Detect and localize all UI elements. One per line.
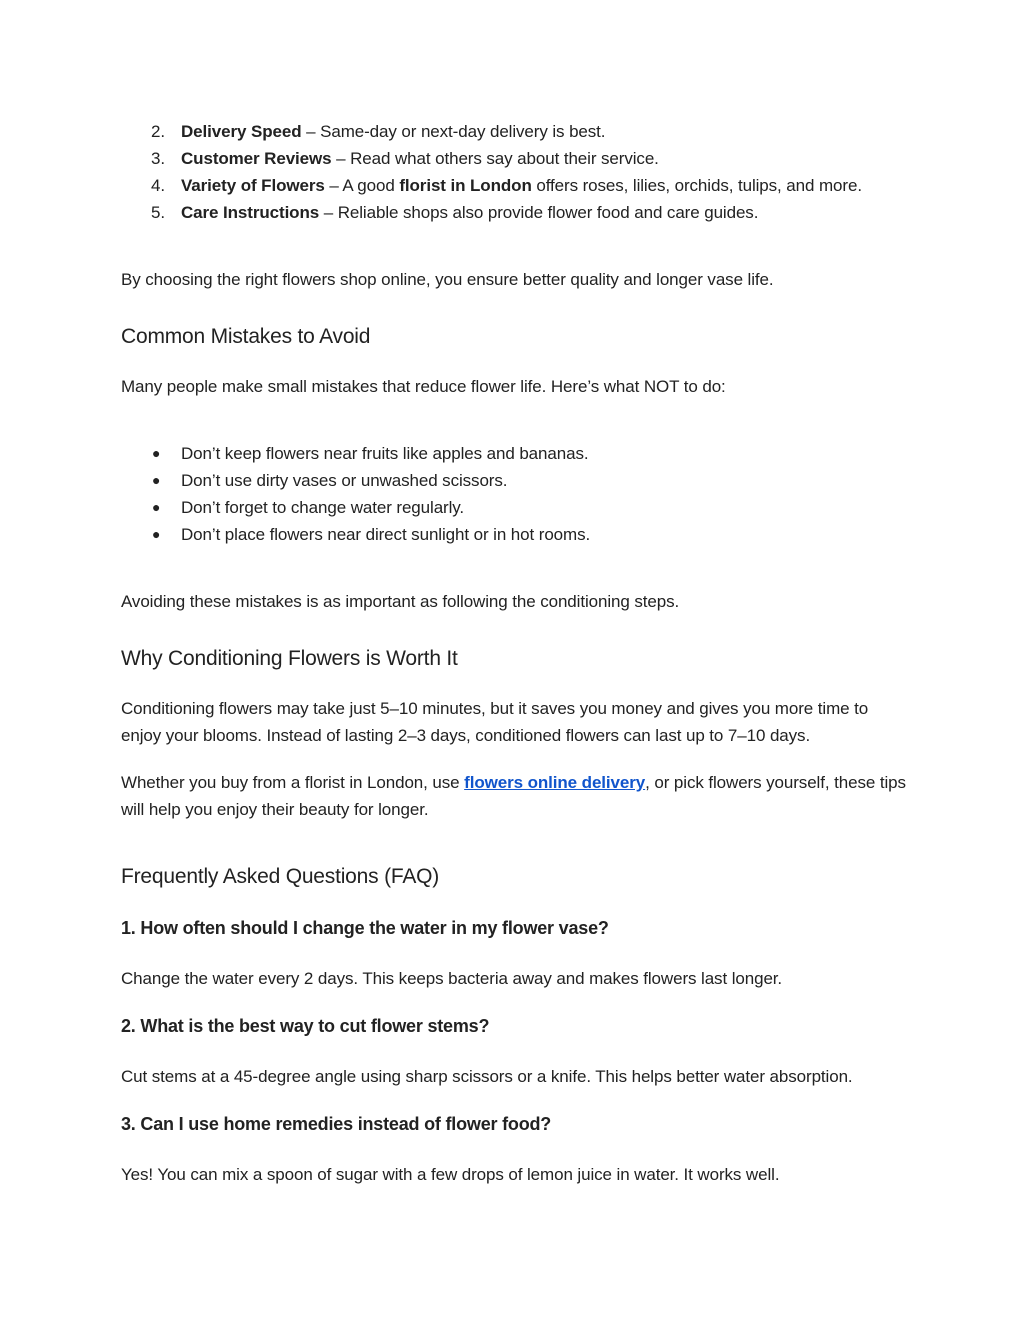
faq-question: 2. What is the best way to cut flower stems? xyxy=(121,1016,490,1036)
faq-answer: Cut stems at a 45-degree angle using sharp scissors or a knife. This helps better water absorption. xyxy=(121,1067,853,1086)
item-text: – Reliable shops also provide flower food and care guides. xyxy=(319,203,759,222)
faq-answer: Yes! You can mix a spoon of sugar with a few drops of lemon juice in water. It works well. xyxy=(121,1165,780,1184)
mistakes-intro: Many people make small mistakes that reduce flower life. Here’s what NOT to do: xyxy=(121,377,726,396)
para-text-pre: Whether you buy from a florist in London, use xyxy=(121,773,465,792)
list-item xyxy=(121,172,911,199)
worth-paragraph-1: Conditioning flowers may take just 5–10 minutes, but it saves you money and gives you more time to enjoy your blooms. Instead of lasting 2–3 days, conditioned flowers can last up to 7–10 days. xyxy=(121,699,869,745)
mistakes-list xyxy=(121,440,911,548)
list-number: 5. xyxy=(151,203,165,222)
list-number: 2. xyxy=(151,122,165,141)
item-text: – Same-day or next-day delivery is best. xyxy=(301,122,606,141)
item-title: Variety of Flowers xyxy=(181,176,325,195)
list-item xyxy=(121,145,911,172)
bullet-icon: ● xyxy=(152,445,161,461)
list-item xyxy=(121,118,911,145)
bullet-icon: ● xyxy=(152,526,161,542)
criteria-list xyxy=(121,118,911,226)
worth-heading: Why Conditioning Flowers is Worth It xyxy=(121,647,458,670)
para-text-post: , or pick flowers yourself, these tips will help you enjoy their beauty for longer. xyxy=(121,773,906,819)
item-text: Don’t use dirty vases or unwashed scissors. xyxy=(181,471,508,490)
item-text: Don’t place flowers near direct sunlight or in hot rooms. xyxy=(181,525,591,544)
faq-answer: Change the water every 2 days. This keeps bacteria away and makes flowers last longer. xyxy=(121,969,783,988)
faq-question: 1. How often should I change the water in my flower vase? xyxy=(121,918,609,938)
item-text-pre: – A good xyxy=(324,176,400,195)
item-text: Don’t forget to change water regularly. xyxy=(181,498,465,517)
list-item xyxy=(121,494,911,521)
mistakes-outro: Avoiding these mistakes is as important as following the conditioning steps. xyxy=(121,592,680,611)
faq-heading: Frequently Asked Questions (FAQ) xyxy=(121,865,440,888)
choosing-paragraph: By choosing the right flowers shop online, you ensure better quality and longer vase life. xyxy=(121,270,774,289)
bullet-icon: ● xyxy=(152,472,161,488)
list-number: 3. xyxy=(151,149,165,168)
item-text: offers roses, lilies, orchids, tulips, and more. xyxy=(531,176,862,195)
item-title: Care Instructions xyxy=(181,203,320,222)
list-item xyxy=(121,521,911,548)
flowers-online-delivery-link[interactable]: flowers online delivery xyxy=(464,773,646,792)
list-item xyxy=(121,467,911,494)
item-text: – Read what others say about their service. xyxy=(331,149,659,168)
mistakes-heading: Common Mistakes to Avoid xyxy=(121,325,371,348)
worth-paragraph-2 xyxy=(121,769,911,823)
item-title: Customer Reviews xyxy=(181,149,332,168)
item-bold-phrase: florist in London xyxy=(399,176,532,195)
faq-question: 3. Can I use home remedies instead of flower food? xyxy=(121,1114,552,1134)
bullet-icon: ● xyxy=(152,499,161,515)
item-text: Don’t keep flowers near fruits like apples and bananas. xyxy=(181,444,589,463)
item-title: Delivery Speed xyxy=(181,122,302,141)
list-item xyxy=(121,199,911,226)
list-item xyxy=(121,440,911,467)
list-number: 4. xyxy=(151,176,165,195)
